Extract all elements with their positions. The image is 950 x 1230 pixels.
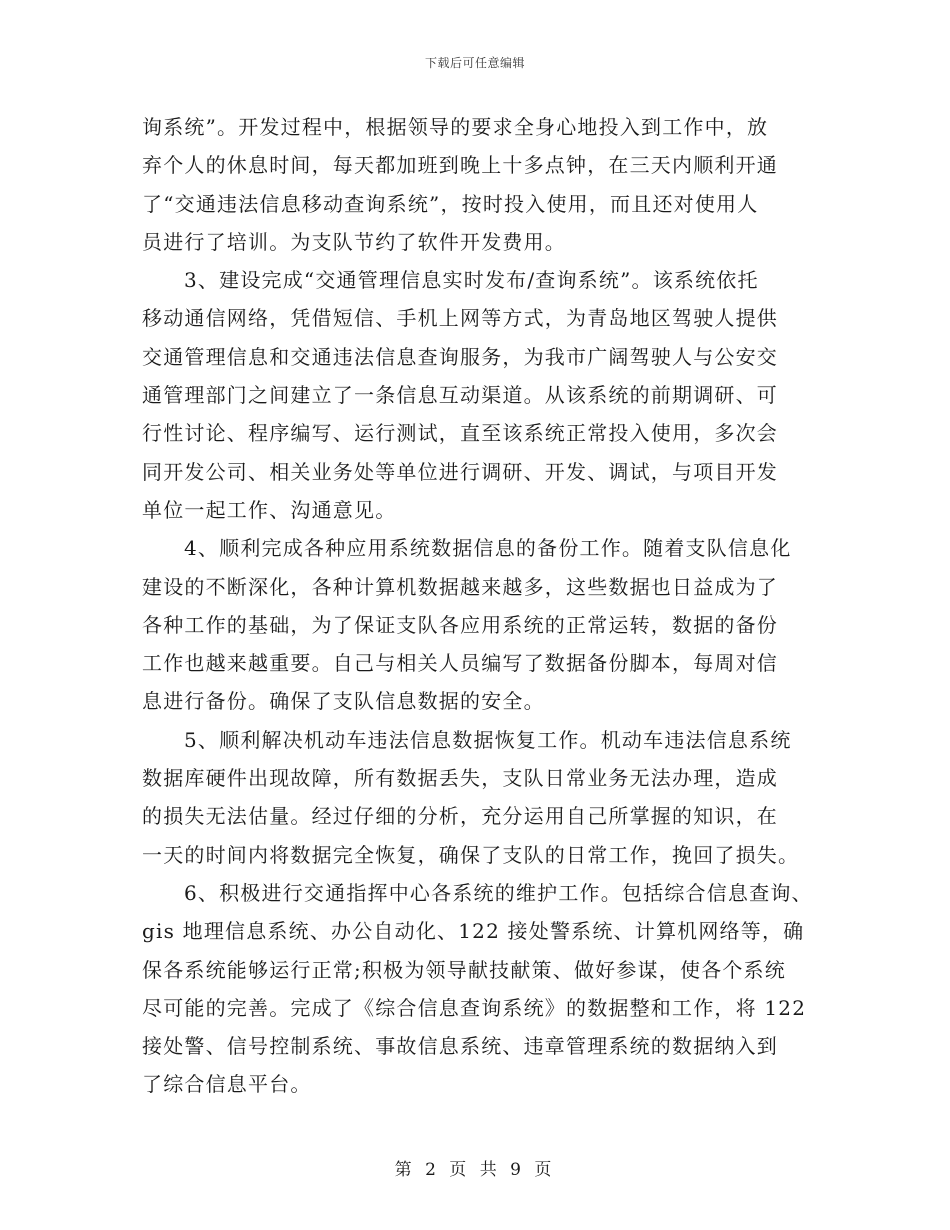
text-line: 通管理部门之间建立了一条信息互动渠道。从该系统的前期调研、可 xyxy=(142,383,778,408)
text-line: 交通管理信息和交通违法信息查询服务，为我市广阔驾驶人与公安交 xyxy=(142,344,778,369)
text-line: 单位一起工作、沟通意见。 xyxy=(142,497,397,522)
text-line: 弃个人的休息时间，每天都加班到晚上十多点钟，在三天内顺利开通 xyxy=(142,153,778,178)
text-line: 尽可能的完善。完成了《综合信息查询系统》的数据整和工作，将 122 xyxy=(142,995,807,1020)
text-line: 一天的时间内将数据完全恢复，确保了支队的日常工作，挽回了损失。 xyxy=(142,842,800,867)
text-line: gis 地理信息系统、办公自动化、122 接处警系统、计算机网络等，确 xyxy=(142,919,805,944)
document-body xyxy=(142,108,822,1104)
text-line: 了综合信息平台。 xyxy=(142,1072,312,1097)
text-line: 同开发公司、相关业务处等单位进行调研、开发、调试，与项目开发 xyxy=(142,459,778,484)
text-line: 员进行了培训。为支队节约了软件开发费用。 xyxy=(142,229,566,254)
paragraph-start-line: 3、建设完成“交通管理信息实时发布/查询系统”。该系统依托 xyxy=(184,268,759,293)
text-line: 询系统”。开发过程中，根据领导的要求全身心地投入到工作中，放 xyxy=(142,115,769,139)
page-number-footer: 第 2 页 共 9 页 xyxy=(394,1160,556,1180)
text-line: 息进行备份。确保了支队信息数据的安全。 xyxy=(142,689,545,714)
text-line: 移动通信网络，凭借短信、手机上网等方式，为青岛地区驾驶人提供 xyxy=(142,306,778,331)
paragraph-start-line: 6、积极进行交通指挥中心各系统的维护工作。包括综合信息查询、 xyxy=(184,880,813,905)
text-line: 保各系统能够运行正常;积极为领导献技献策、做好参谋，使各个系统 xyxy=(142,957,786,982)
text-line: 行性讨论、程序编写、运行测试，直至该系统正常投入使用，多次会 xyxy=(142,421,778,446)
paragraph-start-line: 5、顺利解决机动车违法信息数据恢复工作。机动车违法信息系统 xyxy=(184,727,792,752)
text-line: 数据库硬件出现故障，所有数据丢失，支队日常业务无法办理，造成 xyxy=(142,766,778,791)
text-line: 了“交通违法信息移动查询系统”，按时投入使用，而且还对使用人 xyxy=(142,191,759,216)
text-line: 各种工作的基础，为了保证支队各应用系统的正常运转，数据的备份 xyxy=(142,612,778,637)
text-line: 接处警、信号控制系统、事故信息系统、违章管理系统的数据纳入到 xyxy=(142,1034,778,1059)
page-header-note: 下载后可任意编辑 xyxy=(424,56,525,70)
text-line: 的损失无法估量。经过仔细的分析，充分运用自己所掌握的知识，在 xyxy=(142,804,778,829)
text-line: 工作也越来越重要。自己与相关人员编写了数据备份脚本，每周对信 xyxy=(142,651,778,676)
paragraph-start-line: 4、顺利完成各种应用系统数据信息的备份工作。随着支队信息化 xyxy=(184,536,792,561)
text-line: 建设的不断深化，各种计算机数据越来越多，这些数据也日益成为了 xyxy=(142,574,778,599)
